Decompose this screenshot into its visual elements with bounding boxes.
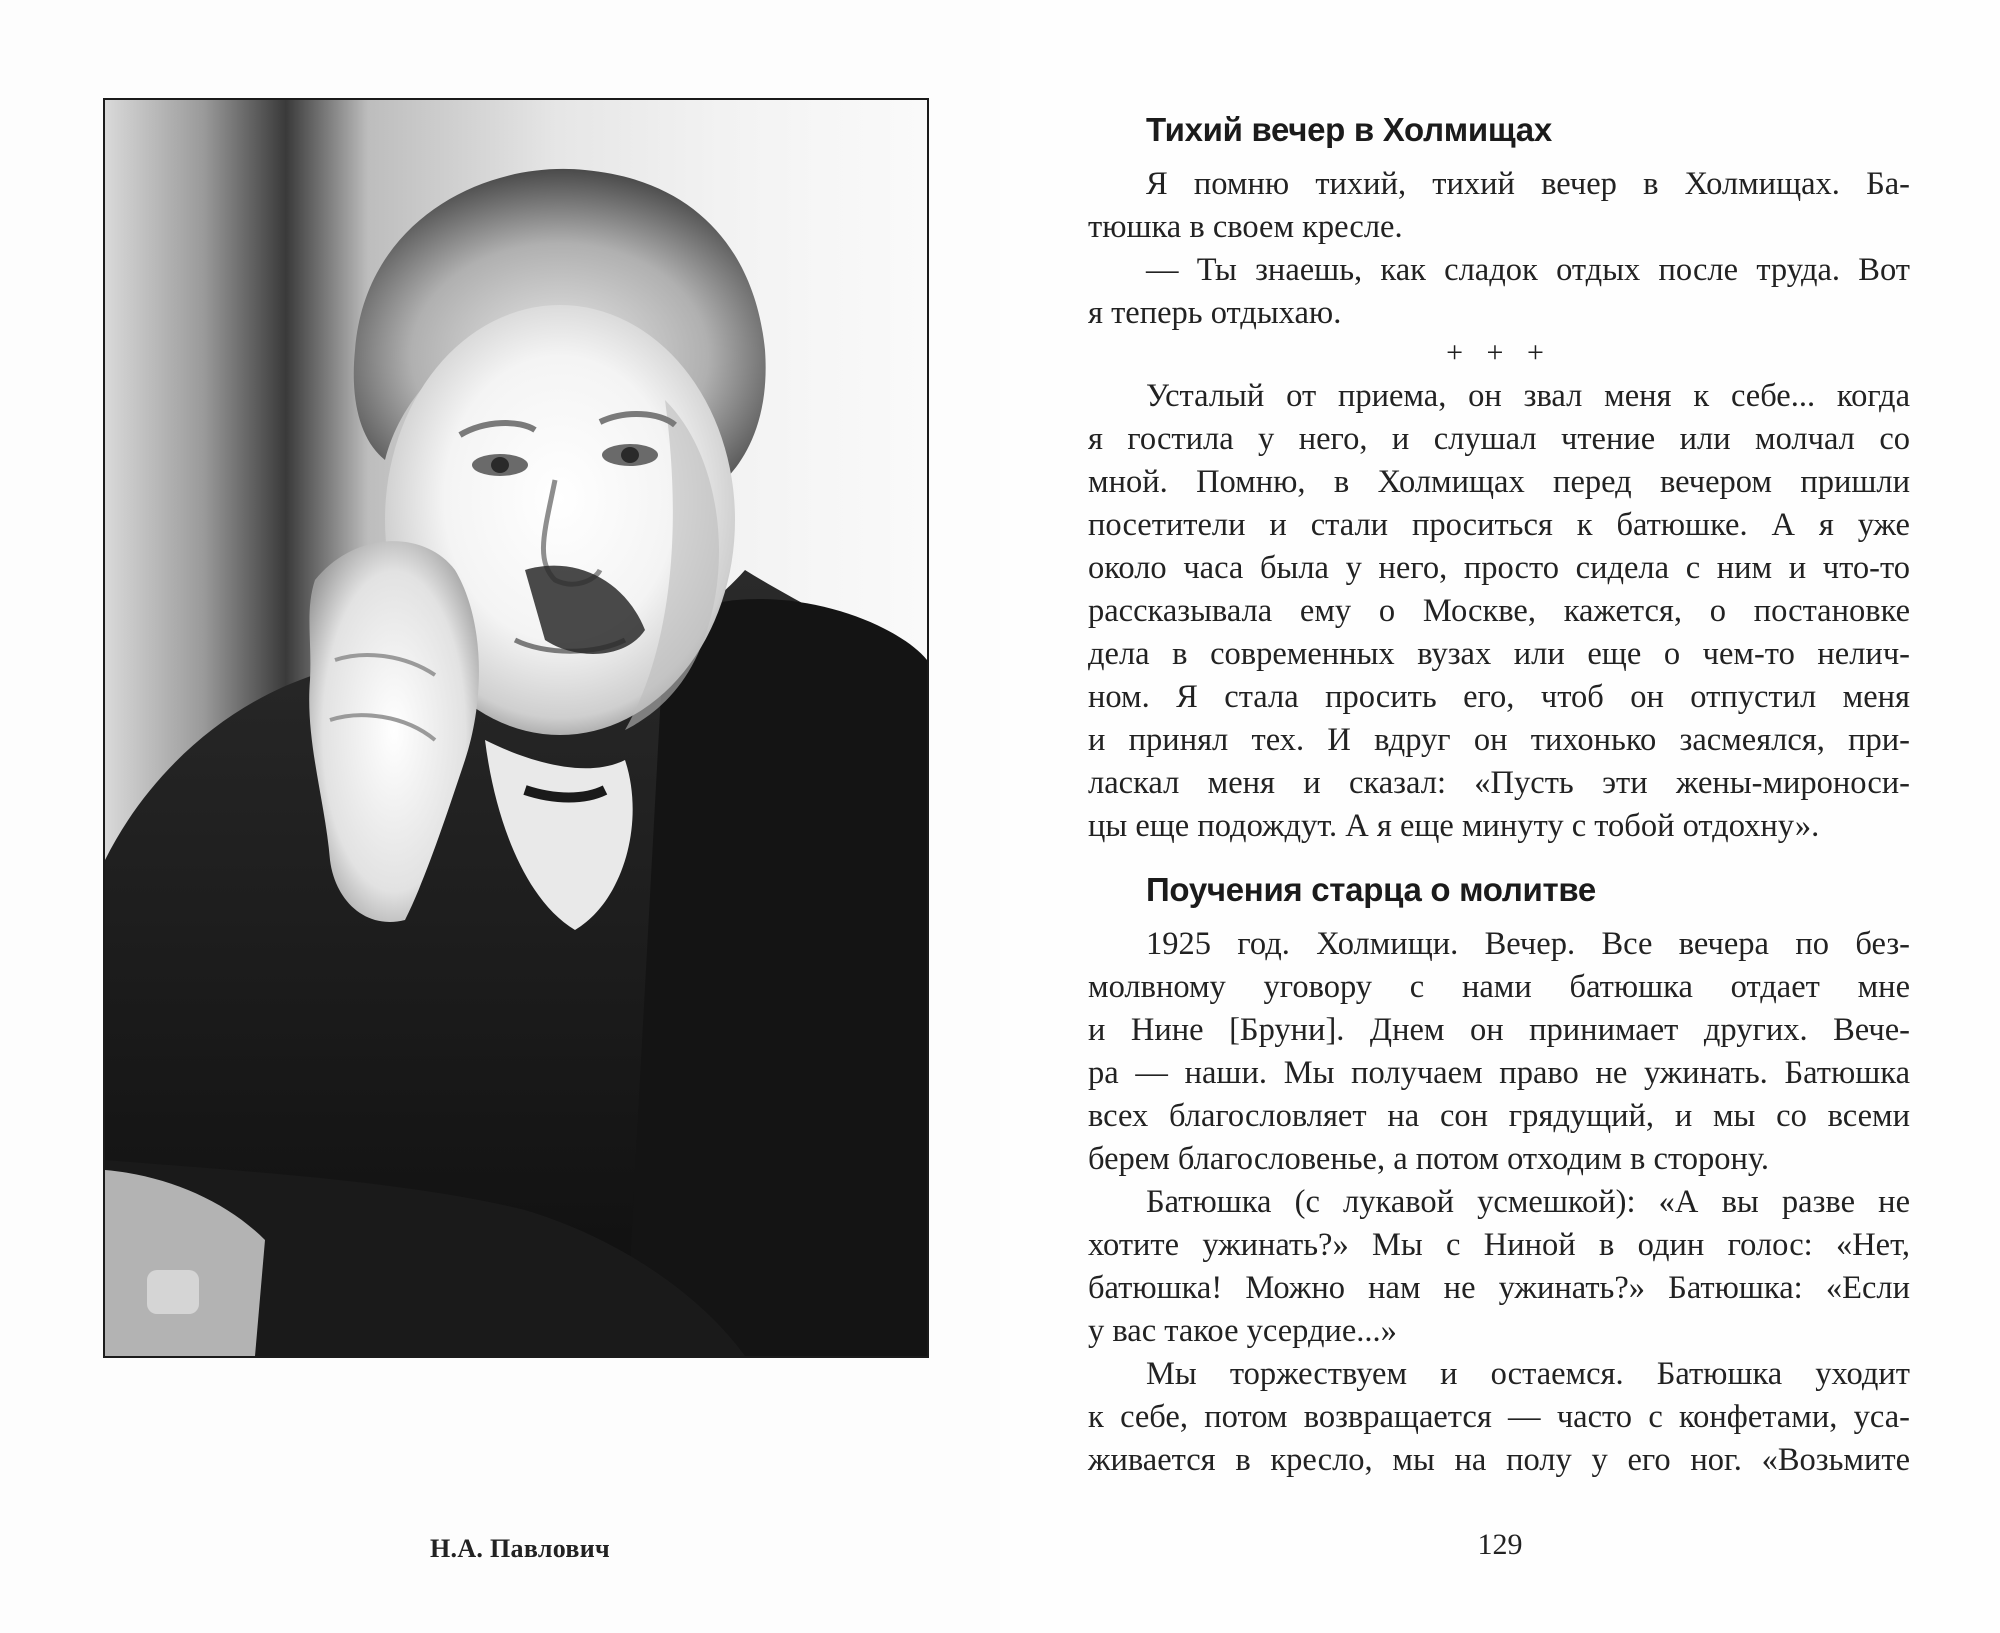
text-line: я гостила у него, и слушал чтение или молчал со <box>1088 421 1910 457</box>
text-line: ном. Я стала просить его, чтоб он отпустил меня <box>1088 679 1910 715</box>
section-heading-prayer: Поучения старца о молитве <box>1146 871 1596 908</box>
text-line: цы еще подождут. А я еще минуту с тобой отдохну». <box>1088 808 1820 844</box>
section-heading-evening: Тихий вечер в Холмищах <box>1146 111 1552 148</box>
paragraph <box>1088 1353 1910 1482</box>
text-line: Мы торжествуем и остаемся. Батюшка уходит <box>1146 1356 1910 1392</box>
paragraph <box>1088 1181 1910 1353</box>
text-column <box>1088 108 1910 1482</box>
text-line: батюшка! Можно нам не ужинать?» Батюшка: «Если <box>1088 1270 1910 1306</box>
text-line: живается в кресло, мы на полу у его ног. «Возьмите <box>1088 1442 1910 1478</box>
text-line: ра — наши. Мы получаем право не ужинать. Батюшка <box>1088 1055 1910 1091</box>
text-line: я теперь отдыхаю. <box>1088 295 1342 331</box>
paragraph <box>1088 249 1910 335</box>
text-line: и принял тех. И вдруг он тихонько засмеялся, при- <box>1088 722 1910 758</box>
text-line: у вас такое усердие...» <box>1088 1313 1397 1349</box>
text-line: молвному уговору с нами батюшка отдает мне <box>1088 969 1910 1005</box>
text-line: мной. Помню, в Холмищах перед вечером пришли <box>1088 464 1910 500</box>
text-line: Я помню тихий, тихий вечер в Холмищах. Ба- <box>1146 166 1910 202</box>
page-number: 129 <box>1477 1528 1523 1561</box>
text-line: — Ты знаешь, как сладок отдых после труда. Вот <box>1146 252 1910 288</box>
text-line: рассказывала ему о Москве, кажется, о постановке <box>1088 593 1910 629</box>
text-line: Усталый от приема, он звал меня к себе... когда <box>1146 378 1910 414</box>
text-line: Батюшка (с лукавой усмешкой): «А вы разве не <box>1146 1184 1910 1220</box>
paragraph <box>1088 923 1910 1181</box>
text-line: дела в современных вузах или еще о чем-то нелич- <box>1088 636 1910 672</box>
paragraph <box>1088 375 1910 848</box>
right-page <box>1000 0 2000 1633</box>
text-line: 1925 год. Холмищи. Вечер. Все вечера по без- <box>1146 926 1910 962</box>
text-line: берем благословенье, а потом отходим в сторону. <box>1088 1141 1769 1177</box>
text-line: посетители и стали проситься к батюшке. А я уже <box>1088 507 1910 543</box>
text-line: тюшка в своем кресле. <box>1088 209 1403 245</box>
text-line: всех благословляет на сон грядущий, и мы со всеми <box>1088 1098 1910 1134</box>
text-line: ласкал меня и сказал: «Пусть эти жены-мироноси- <box>1088 765 1910 801</box>
text-line: к себе, потом возвращается — часто с конфетами, уса- <box>1088 1399 1910 1435</box>
text-line: хотите ужинать?» Мы с Ниной в один голос: «Нет, <box>1088 1227 1910 1263</box>
text-line: около часа была у него, просто сидела с ним и что-то <box>1088 550 1910 586</box>
portrait-photo <box>103 98 929 1358</box>
section-separator: + + + <box>1446 336 1552 369</box>
portrait-illustration <box>105 100 927 1356</box>
photo-caption: Н.А. Павлович <box>430 1534 610 1563</box>
paragraph <box>1088 163 1910 249</box>
text-line: и Нине [Бруни]. Днем он принимает других. Вече- <box>1088 1012 1910 1048</box>
